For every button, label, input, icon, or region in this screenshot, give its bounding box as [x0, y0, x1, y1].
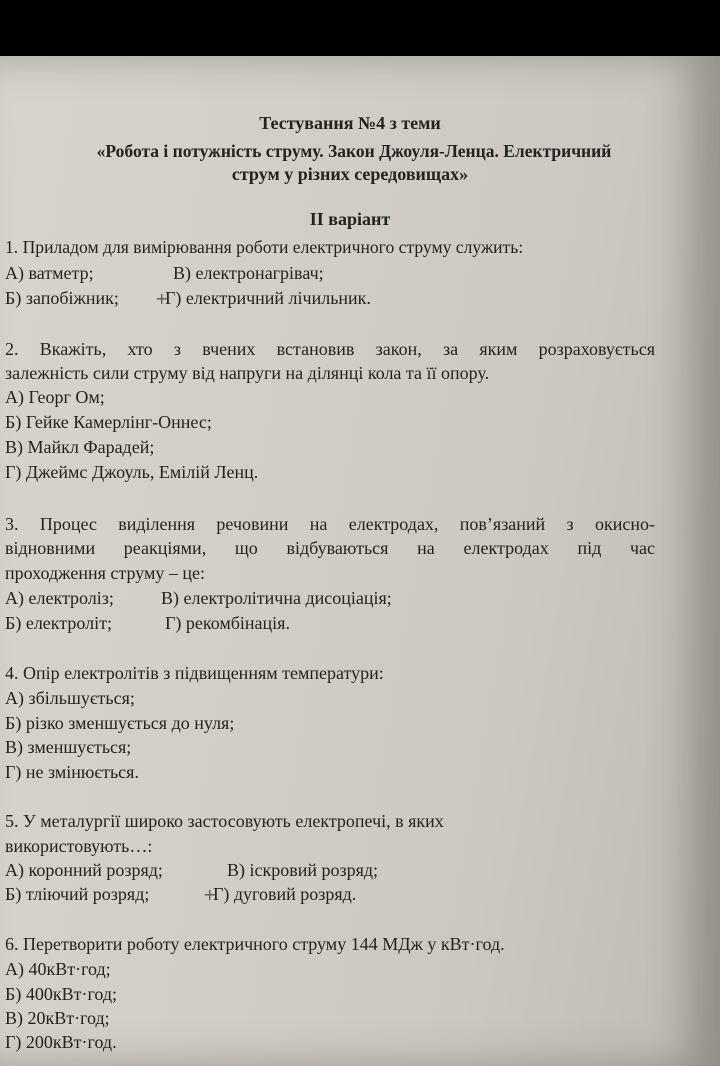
question-3-option-b: Б) електроліт; Г) рекомбінація.	[5, 613, 290, 633]
question-1-stem: 1. Приладом для вимірювання роботи електричного струму служить:	[5, 237, 524, 257]
question-5-option-b: Б) тліючий розряд; +Г) дуговий розряд.	[5, 884, 357, 904]
pencil-check-mark: +	[155, 289, 169, 308]
question-5-option-a: А) коронний розряд; В) іскровий розряд;	[5, 860, 379, 880]
question-1-option-g: +Г) електричний лічильник.	[155, 288, 371, 308]
question-2-option-v: В) Майкл Фарадей;	[5, 437, 155, 457]
question-3-stem-line-1: 3. Процес виділення речовини на електродах, пов’язаний з окисно-	[5, 514, 655, 534]
question-5-stem-line-2: використовують…:	[5, 836, 153, 856]
question-2-option-g: Г) Джеймс Джоуль, Емілій Ленц.	[5, 462, 259, 482]
question-6-option-v: В) 20кВт·год;	[5, 1008, 110, 1028]
question-2-option-a: А) Георг Ом;	[5, 387, 105, 407]
test-title: Тестування №4 з теми	[259, 113, 441, 133]
question-1-option-v: В) електронагрівач;	[173, 263, 324, 283]
question-2-stem-line-1: 2. Вкажіть, хто з вчених встановив закон, за яким розраховується	[5, 339, 655, 359]
question-4-stem: 4. Опір електролітів з підвищенням температури:	[5, 663, 384, 683]
question-3-option-v: В) електролітична дисоціація;	[161, 588, 392, 608]
question-4-option-a: А) збільшується;	[5, 688, 135, 708]
paper-sheet	[0, 56, 720, 1066]
question-4-option-v: В) зменшується;	[5, 737, 132, 757]
question-6-option-b: Б) 400кВт·год;	[5, 984, 118, 1004]
question-2-stem-line-2: залежність сили струму від напруги на ділянці кола та її опору.	[5, 363, 490, 383]
question-5-option-v: В) іскровий розряд;	[227, 860, 379, 880]
pencil-check-mark: +	[203, 885, 217, 904]
question-5-option-g: +Г) дуговий розряд.	[203, 884, 357, 904]
question-3-stem-line-3: проходження струму – це:	[5, 563, 205, 583]
question-5-stem-line-1: 5. У металургії широко застосовують електропечі, в яких	[5, 811, 444, 831]
question-6-option-g: Г) 200кВт·год.	[5, 1032, 117, 1052]
question-3-option-a: А) електроліз; В) електролітична дисоціація;	[5, 588, 392, 608]
question-6-option-a: А) 40кВт·год;	[5, 959, 111, 979]
topic-line-2: струм у різних середовищах»	[231, 164, 469, 184]
variant-heading: ІІ варіант	[309, 209, 391, 229]
question-1-option-b: Б) запобіжник; +Г) електричний лічильник.	[5, 288, 371, 308]
question-4-option-g: Г) не змінюється.	[5, 762, 139, 782]
question-3-stem-line-2: відновними реакціями, що відбуваються на електродах під час	[5, 538, 655, 558]
topic-line-1: «Робота і потужність струму. Закон Джоуля-Ленца. Електричний	[96, 141, 612, 161]
question-4-option-b: Б) різко зменшується до нуля;	[5, 713, 235, 733]
question-2-option-b: Б) Гейке Камерлінг-Оннес;	[5, 412, 212, 432]
question-3-option-g: Г) рекомбінація.	[165, 613, 290, 633]
question-1-option-a: А) ватметр; В) електронагрівач;	[5, 263, 324, 283]
question-6-stem: 6. Перетворити роботу електричного струму 144 МДж у кВт·год.	[5, 934, 505, 954]
